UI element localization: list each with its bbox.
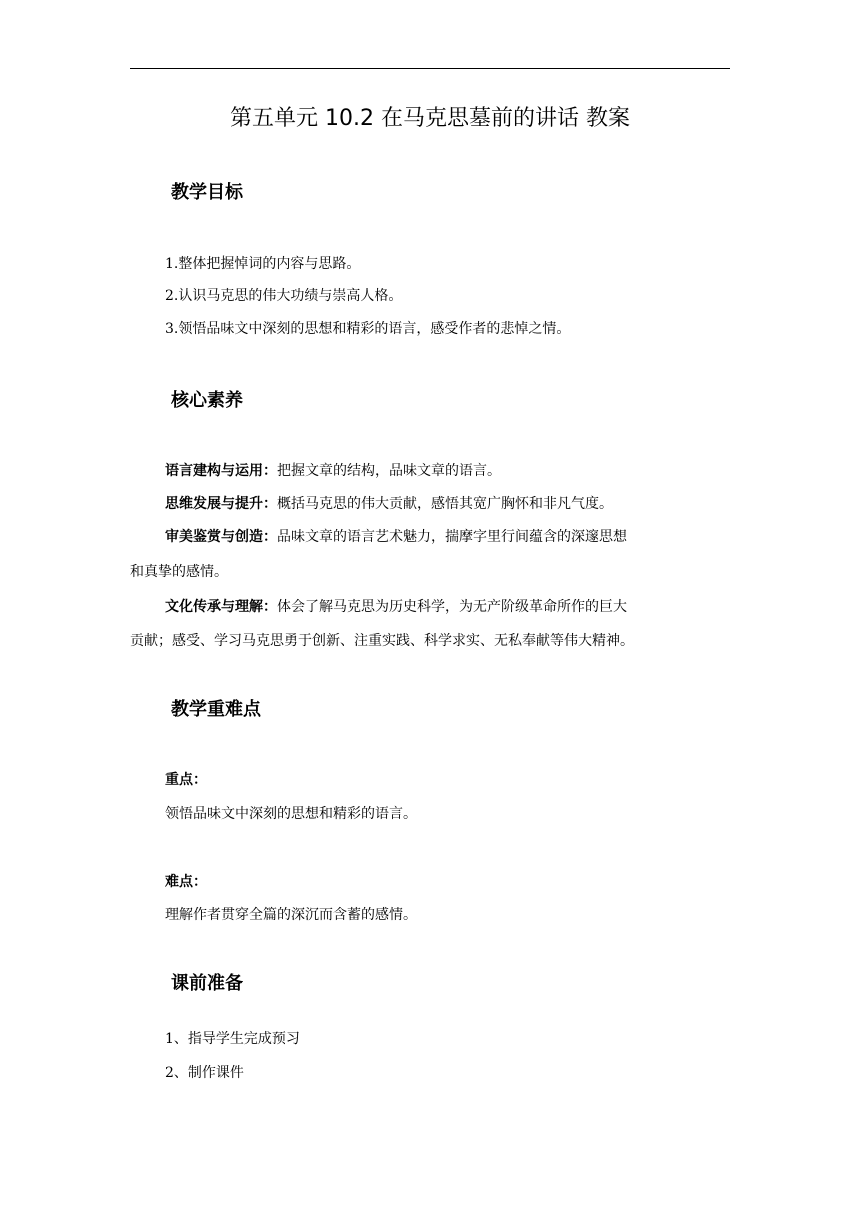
literacy-label: 文化传承与理解： — [165, 599, 277, 615]
literacy-label: 语言建构与运用： — [165, 463, 277, 479]
literacy-text: 概括马克思的伟大贡献，感悟其宽广胸怀和非凡气度。 — [277, 496, 613, 512]
literacy-label: 思维发展与提升： — [165, 496, 277, 512]
key-point-text: 领悟品味文中深刻的思想和精彩的语言。 — [165, 806, 417, 822]
objective-item-1: 1.整体把握悼词的内容与思路。 — [165, 256, 361, 272]
section-heading-preparation: 课前准备 — [171, 973, 243, 994]
literacy-item-aesthetic-cont: 和真挚的感情。 — [130, 564, 228, 580]
section-heading-objectives: 教学目标 — [171, 182, 243, 203]
literacy-item-culture — [165, 597, 627, 617]
literacy-item-aesthetic — [165, 527, 627, 547]
difficult-point-text: 理解作者贯穿全篇的深沉而含蓄的感情。 — [165, 907, 417, 923]
literacy-item-language — [165, 461, 501, 481]
document-title: 第五单元 10.2 在马克思墓前的讲话 教案 — [230, 106, 630, 131]
key-point-label: 重点： — [165, 772, 207, 788]
literacy-text: 体会了解马克思为历史科学，为无产阶级革命所作的巨大 — [277, 599, 627, 615]
preparation-item-2: 2、制作课件 — [165, 1065, 244, 1081]
literacy-label: 审美鉴赏与创造： — [165, 529, 277, 545]
objective-item-3: 3.领悟品味文中深刻的思想和精彩的语言，感受作者的悲悼之情。 — [165, 321, 571, 337]
header-rule — [130, 68, 730, 69]
section-heading-key-difficult: 教学重难点 — [171, 699, 261, 720]
literacy-text: 品味文章的语言艺术魅力，揣摩字里行间蕴含的深邃思想 — [277, 529, 627, 545]
objective-item-2: 2.认识马克思的伟大功绩与崇高人格。 — [165, 288, 403, 304]
preparation-item-1: 1、指导学生完成预习 — [165, 1031, 300, 1047]
section-heading-core-literacy: 核心素养 — [171, 390, 243, 411]
literacy-item-culture-cont: 贡献；感受、学习马克思勇于创新、注重实践、科学求实、无私奉献等伟大精神。 — [130, 633, 634, 649]
difficult-point-label: 难点： — [165, 874, 207, 890]
literacy-item-thinking — [165, 494, 613, 514]
literacy-text: 把握文章的结构，品味文章的语言。 — [277, 463, 501, 479]
